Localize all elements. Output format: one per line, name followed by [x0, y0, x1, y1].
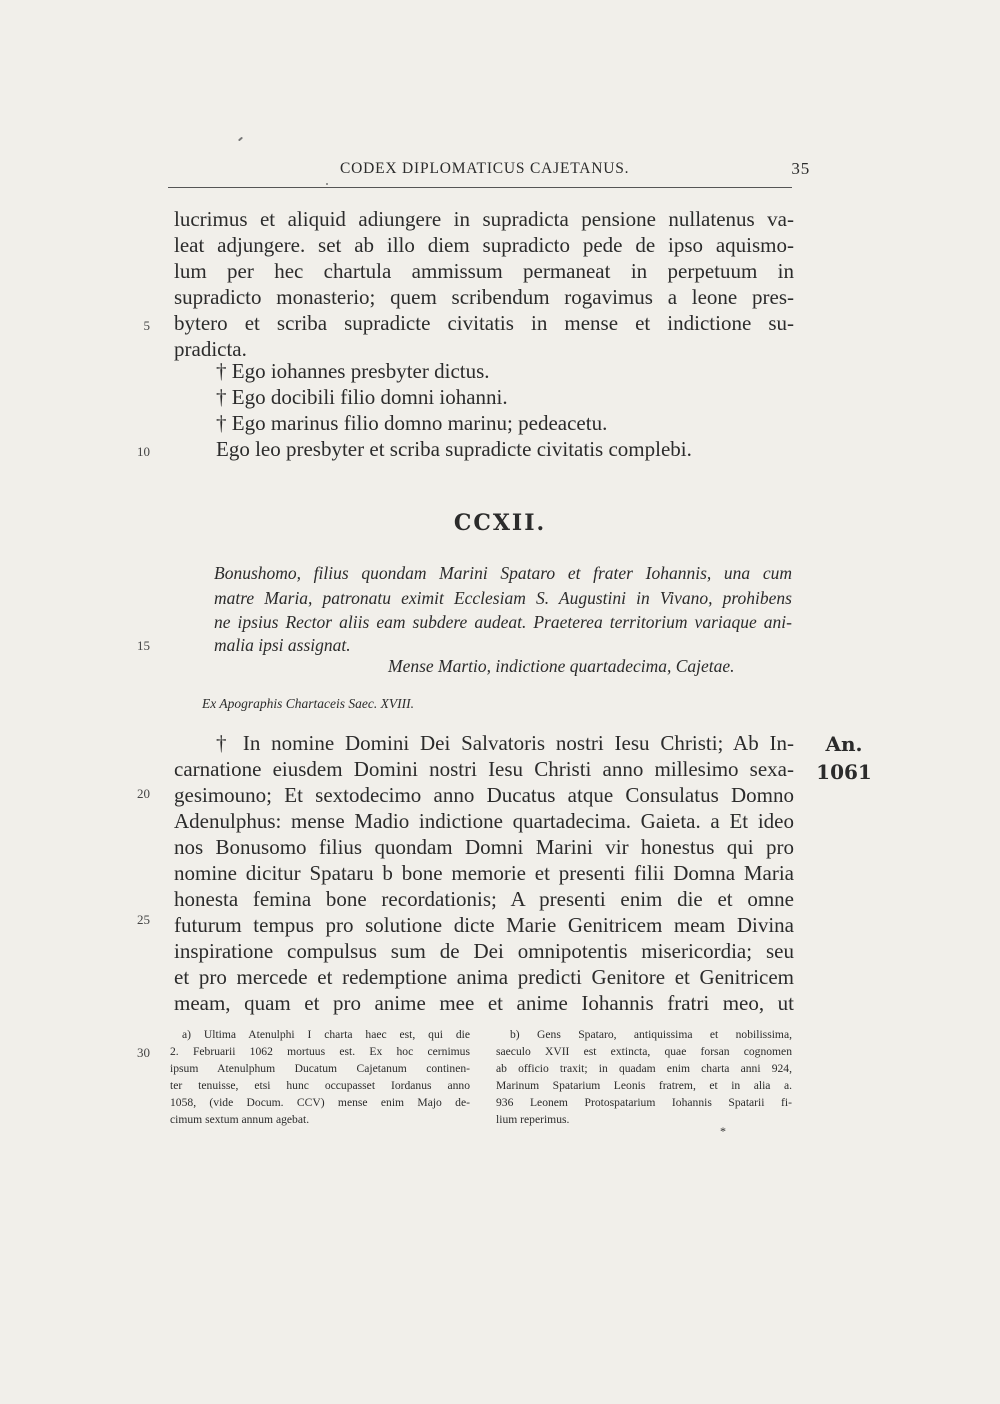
- subscription-line: † Ego marinus filio domno marinu; pedeacetu.: [216, 411, 608, 435]
- subscription-line: † Ego docibili filio domni iohanni.: [216, 385, 508, 409]
- text-line: nomine dicitur Spataru b bone memorie et presenti filii Domna Maria: [174, 861, 794, 885]
- text-line: honesta femina bone recordationis; A presenti enim die et omne: [174, 887, 794, 911]
- text-line: et pro mercede et redemptione anima predicti Genitore et Genitricem: [174, 965, 794, 989]
- footnote-a-line: ipsum Atenulphum Ducatum Cajetanum continen-: [170, 1062, 470, 1075]
- footnote-b-line: Marinum Spatarium Leonis fratrem, et in alia a.: [496, 1079, 792, 1092]
- line-number: 20: [137, 786, 150, 801]
- text-line: inspiratione compulsus sum de Dei omnipotentis misericordia; seu: [174, 939, 794, 963]
- text-line: lucrimus et aliquid adiungere in supradicta pensione nullatenus va-: [174, 207, 794, 231]
- text-line: carnatione eiusdem Domini nostri Iesu Christi anno millesimo sexa-: [174, 757, 794, 781]
- line-number: 30: [137, 1045, 150, 1060]
- subscription-line: † Ego iohannes presbyter dictus.: [216, 359, 490, 383]
- text-line: gesimouno; Et sextodecimo anno Ducatus atque Consulatus Domno: [174, 783, 794, 807]
- text-line: meam, quam et pro anime mee et anime Iohannis fratri meo, ut: [174, 991, 794, 1015]
- text-line: nos Bonusomo filius quondam Domni Marini vir honestus qui pro: [174, 835, 794, 859]
- page-number: 35: [791, 159, 810, 178]
- summary-line: ne ipsius Rector aliis eam subdere audeat. Praeterea territorium variaque ani-: [214, 612, 792, 632]
- line-number: 15: [137, 638, 150, 653]
- date-line: Mense Martio, indictione quartadecima, Cajetae.: [388, 656, 735, 676]
- footnote-b-line: 936 Leonem Protospatarium Iohannis Spatarii fi-: [496, 1096, 792, 1109]
- footnote-a-line: cimum sextum annum agebat.: [170, 1113, 310, 1126]
- summary-line: matre Maria, patronatu eximit Ecclesiam S. Augustini in Vivano, prohibens: [214, 588, 792, 608]
- text-line: † In nomine Domini Dei Salvatoris nostri Iesu Christi; Ab In-: [216, 731, 794, 755]
- footnote-b-line: ab officio traxit; in quadam enim charta anni 924,: [496, 1062, 792, 1075]
- footnote-b-line: b) Gens Spataro, antiquissima et nobilissima,: [510, 1028, 792, 1041]
- text-line: bytero et scriba supradicte civitatis in mense et indictione su-: [174, 311, 794, 335]
- signature-mark: *: [720, 1124, 726, 1138]
- summary-line: Bonushomo, filius quondam Marini Spataro et frater Iohannis, una cum: [214, 563, 792, 583]
- running-title: CODEX DIPLOMATICUS CAJETANUS.: [340, 160, 630, 177]
- ink-speck: [326, 183, 328, 185]
- subscription-line: Ego leo presbyter et scriba supradicte civitatis complebi.: [216, 437, 692, 461]
- summary-line: malia ipsi assignat.: [214, 635, 351, 655]
- line-number: 10: [137, 444, 150, 459]
- footnote-b-line: lium reperimus.: [496, 1113, 570, 1126]
- document-number: CCXII.: [453, 510, 547, 536]
- footnote-b-line: saeculo XVII est extincta, quae forsan cognomen: [496, 1045, 792, 1058]
- text-line: leat adjungere. set ab illo diem supradicto pede de ipso aquismo-: [174, 233, 794, 257]
- margin-year-label: An.: [825, 732, 863, 756]
- ink-speck: [238, 137, 243, 142]
- line-number: 25: [137, 912, 150, 927]
- footnote-a-line: 1058, (vide Docum. CCV) mense enim Majo de-: [170, 1096, 470, 1109]
- footnote-a-line: a) Ultima Atenulphi I charta haec est, qui die: [182, 1028, 470, 1041]
- text-line: pradicta.: [174, 337, 247, 361]
- footnote-a-line: 2. Februarii 1062 mortuus est. Ex hoc cernimus: [170, 1045, 470, 1058]
- line-number: 5: [143, 318, 150, 333]
- text-line: lum per hec chartula ammissum permaneat in perpetuum in: [174, 259, 794, 283]
- footnote-a-line: ter tenuisse, etsi hunc occupasset Iordanus anno: [170, 1079, 470, 1092]
- margin-year-value: 1061: [816, 760, 872, 784]
- text-line: Adenulphus: mense Madio indictione quartadecima. Gaieta. a Et ideo: [174, 809, 794, 833]
- text-line: supradicto monasterio; quem scribendum rogavimus a leone pres-: [174, 285, 794, 309]
- header-rule: [168, 187, 792, 188]
- source-note: Ex Apographis Chartaceis Saec. XVIII.: [202, 696, 414, 711]
- text-line: futurum tempus pro solutione dicte Marie Genitricem meam Divina: [174, 913, 794, 937]
